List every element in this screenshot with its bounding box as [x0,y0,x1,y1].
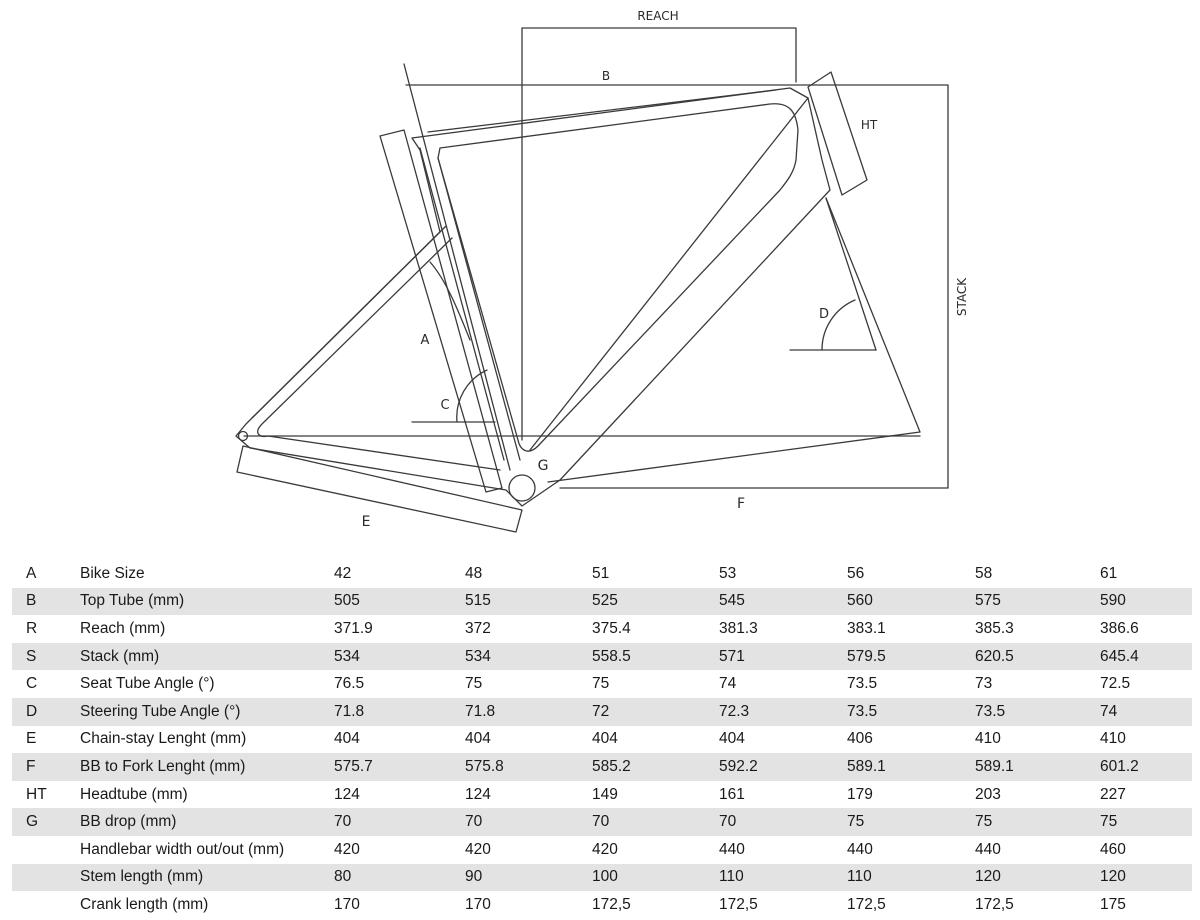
row-code [12,891,80,919]
cell-size-42: 80 [334,864,465,892]
row-code: C [26,675,38,693]
cell-size-56: 73.5 [847,675,878,693]
table-row [12,808,1192,836]
table-row [12,698,1192,726]
row-label: Stem length (mm) [80,864,334,892]
cell-size-53: 592.2 [719,753,847,781]
label-reach: REACH [637,9,679,23]
row-code [12,836,80,864]
cell-size-61: 120 [1100,864,1192,892]
row-label: Crank length (mm) [80,895,209,913]
cell-size-56: 73.5 [847,698,975,726]
table-row [12,891,1192,919]
chainstay-band [237,446,522,532]
row-label: Reach (mm) [80,619,166,637]
cell-size-58: 440 [975,840,1001,858]
cell-size-53: 74 [719,675,737,693]
cell-size-61: 410 [1100,730,1126,748]
cell-size-51: 72 [592,698,719,726]
cell-size-51: 75 [592,675,610,693]
down-tube-lines [530,98,808,450]
cell-size-42: 575.7 [334,753,465,781]
cell-size-53: 161 [719,785,745,803]
cell-size-61: 601.2 [1100,753,1192,781]
table-row [12,836,1192,864]
table-row [12,560,1192,588]
row-code: HT [26,785,47,803]
row-label: Top Tube (mm) [80,588,334,616]
cell-size-61: 175 [1100,895,1126,913]
label-ht: HT [860,118,878,132]
cell-size-51: 404 [592,730,618,748]
cell-size-51: 420 [592,840,618,858]
table-row [12,670,1192,698]
table-row [12,615,1192,643]
geometry-table [12,560,1192,919]
cell-size-53: 381.3 [719,619,758,637]
label-a: A [420,333,430,348]
cell-size-56: 579.5 [847,643,975,671]
row-label: Chain-stay Lenght (mm) [80,730,247,748]
cell-size-51: 149 [592,785,618,803]
cell-size-53: 440 [719,840,745,858]
cell-size-56: 56 [847,564,865,582]
row-code: R [26,619,38,637]
row-code: S [12,643,80,671]
cell-size-48: 515 [465,588,592,616]
cell-size-61: 227 [1100,785,1126,803]
row-label: Seat Tube Angle (°) [80,675,215,693]
cell-size-58: 73.5 [975,698,1100,726]
table-row [12,864,1192,892]
cell-size-42: 534 [334,643,465,671]
label-b: B [601,69,611,83]
cell-size-48: 70 [465,808,592,836]
cell-size-48: 90 [465,864,592,892]
bottom-bracket [509,475,535,501]
cell-size-53: 72.3 [719,698,847,726]
cell-size-61: 61 [1100,564,1118,582]
row-code: G [12,808,80,836]
cell-size-56: 179 [847,785,873,803]
cell-size-48: 372 [465,619,491,637]
cell-size-56: 560 [847,588,975,616]
cell-size-42: 420 [334,840,360,858]
seat-tube-band [380,130,502,492]
cell-size-53: 110 [719,864,847,892]
row-label: Bike Size [80,564,145,582]
label-g: G [537,458,549,474]
cell-size-48: 404 [465,730,491,748]
cell-size-51: 70 [592,808,719,836]
cell-size-61: 386.6 [1100,619,1139,637]
cell-size-58: 203 [975,785,1001,803]
cell-size-56: 589.1 [847,753,975,781]
label-c: C [440,398,450,413]
table-row [12,753,1192,781]
cell-size-51: 172,5 [592,895,631,913]
cell-size-53: 70 [719,808,847,836]
row-label: BB to Fork Lenght (mm) [80,753,334,781]
row-label: Stack (mm) [80,643,334,671]
label-stack: STACK [955,277,969,317]
cell-size-51: 558.5 [592,643,719,671]
stack-dimension-lines [406,85,948,488]
cell-size-51: 585.2 [592,753,719,781]
cell-size-61: 75 [1100,808,1192,836]
cell-size-42: 371.9 [334,619,373,637]
cell-size-53: 53 [719,564,737,582]
row-label: BB drop (mm) [80,808,334,836]
row-label: Headtube (mm) [80,785,188,803]
cell-size-51: 100 [592,864,719,892]
cell-size-42: 76.5 [334,675,365,693]
cell-size-56: 110 [847,864,975,892]
fork-lines [548,198,920,482]
cell-size-48: 420 [465,840,491,858]
cell-size-61: 72.5 [1100,675,1131,693]
cell-size-61: 590 [1100,588,1192,616]
row-label: Steering Tube Angle (°) [80,698,334,726]
cell-size-58: 410 [975,730,1001,748]
row-code: E [26,730,37,748]
cell-size-42: 505 [334,588,465,616]
cell-size-48: 124 [465,785,491,803]
table-row [12,781,1192,809]
cell-size-42: 124 [334,785,360,803]
cell-size-58: 575 [975,588,1100,616]
seat-stay [258,238,500,470]
cell-size-48: 170 [465,895,491,913]
row-code: D [12,698,80,726]
row-code: F [12,753,80,781]
label-d: D [818,307,830,322]
cell-size-61: 460 [1100,840,1126,858]
cell-size-42: 404 [334,730,360,748]
frame-outer-outline [236,88,830,506]
cell-size-58: 73 [975,675,993,693]
cell-size-53: 545 [719,588,847,616]
cell-size-56: 75 [847,808,975,836]
cell-size-42: 170 [334,895,360,913]
row-code [12,864,80,892]
cell-size-58: 172,5 [975,895,1014,913]
table-row [12,726,1192,754]
row-code: A [26,564,37,582]
cell-size-48: 534 [465,643,592,671]
cell-size-48: 75 [465,675,483,693]
cell-size-42: 70 [334,808,465,836]
cell-size-58: 58 [975,564,993,582]
cell-size-56: 440 [847,840,873,858]
cell-size-56: 406 [847,730,873,748]
row-code: B [12,588,80,616]
label-e: E [361,514,371,530]
reach-dimension-lines [522,28,796,440]
table-row [12,643,1192,671]
cell-size-51: 525 [592,588,719,616]
cell-size-56: 172,5 [847,895,886,913]
cell-size-42: 42 [334,564,352,582]
cell-size-48: 575.8 [465,753,592,781]
cell-size-58: 75 [975,808,1100,836]
cell-size-51: 375.4 [592,619,631,637]
cell-size-53: 571 [719,643,847,671]
cell-size-61: 74 [1100,698,1192,726]
table-row [12,588,1192,616]
cell-size-58: 385.3 [975,619,1014,637]
cell-size-58: 620.5 [975,643,1100,671]
label-f: F [736,496,746,512]
cell-size-58: 120 [975,864,1100,892]
cell-size-42: 71.8 [334,698,465,726]
cell-size-53: 172,5 [719,895,758,913]
cell-size-61: 645.4 [1100,643,1192,671]
cell-size-48: 71.8 [465,698,592,726]
head-tube-outline [808,72,867,195]
cell-size-48: 48 [465,564,483,582]
cell-size-53: 404 [719,730,745,748]
cell-size-56: 383.1 [847,619,886,637]
cell-size-58: 589.1 [975,753,1100,781]
row-label: Handlebar width out/out (mm) [80,840,285,858]
cell-size-51: 51 [592,564,610,582]
